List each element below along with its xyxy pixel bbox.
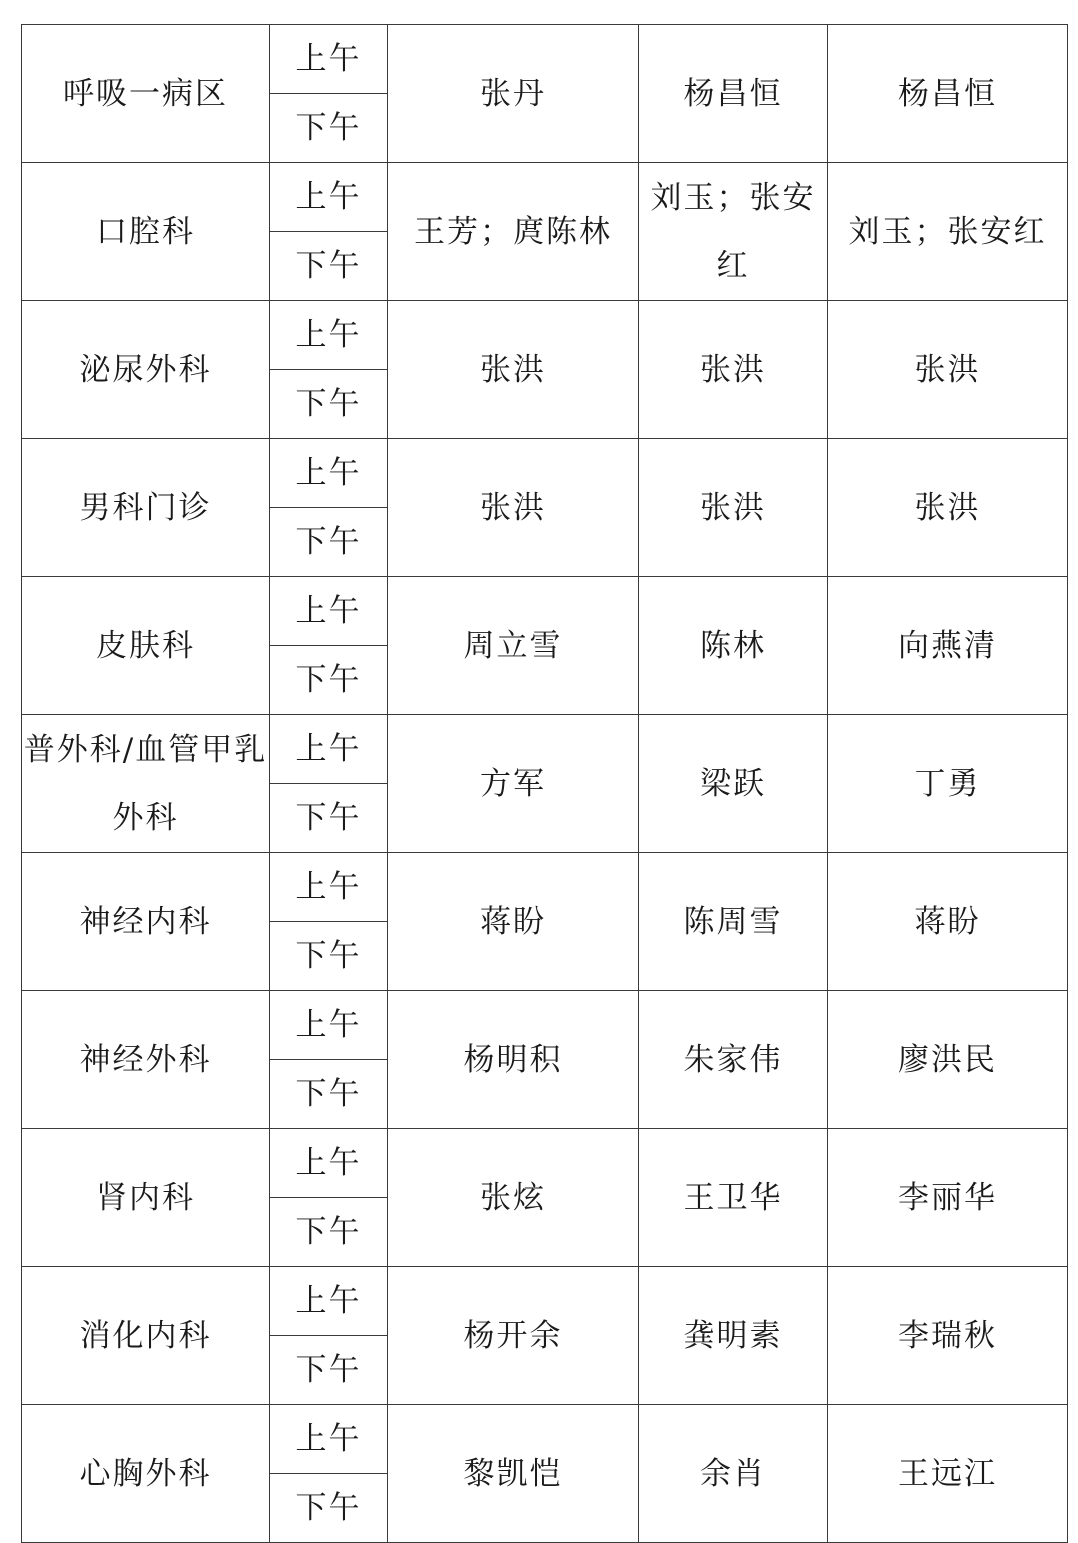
doctor-cell-2: 王卫华 — [639, 1129, 828, 1267]
doctor-cell-2: 余肖 — [639, 1405, 828, 1543]
doctor-cell-2: 陈周雪 — [639, 853, 828, 991]
period-am-cell: 上午 — [270, 1267, 388, 1336]
doctor-cell-3: 廖洪民 — [828, 991, 1068, 1129]
department-cell: 男科门诊 — [22, 439, 270, 577]
doctor-cell-1: 杨明积 — [388, 991, 639, 1129]
period-pm-cell: 下午 — [270, 646, 388, 715]
period-pm-cell: 下午 — [270, 508, 388, 577]
table-row — [22, 991, 1068, 1060]
doctor-cell-3: 张洪 — [828, 301, 1068, 439]
period-am-cell: 上午 — [270, 1405, 388, 1474]
department-cell: 口腔科 — [22, 163, 270, 301]
department-cell: 泌尿外科 — [22, 301, 270, 439]
table-row — [22, 1267, 1068, 1336]
doctor-cell-3: 刘玉；张安红 — [828, 163, 1068, 301]
period-am-cell: 上午 — [270, 301, 388, 370]
duty-schedule-table — [21, 24, 1068, 1543]
period-pm-cell: 下午 — [270, 1336, 388, 1405]
department-cell: 呼吸一病区 — [22, 25, 270, 163]
period-am-cell: 上午 — [270, 439, 388, 508]
table-row — [22, 1129, 1068, 1198]
doctor-cell-2: 龚明素 — [639, 1267, 828, 1405]
period-am-cell: 上午 — [270, 1129, 388, 1198]
doctor-cell-3: 杨昌恒 — [828, 25, 1068, 163]
doctor-cell-1: 蒋盼 — [388, 853, 639, 991]
doctor-cell-3: 李丽华 — [828, 1129, 1068, 1267]
period-pm-cell: 下午 — [270, 232, 388, 301]
doctor-cell-1: 张洪 — [388, 439, 639, 577]
doctor-cell-1: 张丹 — [388, 25, 639, 163]
department-cell: 普外科/血管甲乳外科 — [22, 715, 270, 853]
period-am-cell: 上午 — [270, 163, 388, 232]
department-cell: 消化内科 — [22, 1267, 270, 1405]
period-pm-cell: 下午 — [270, 922, 388, 991]
doctor-cell-1: 周立雪 — [388, 577, 639, 715]
doctor-cell-3: 蒋盼 — [828, 853, 1068, 991]
department-cell: 神经外科 — [22, 991, 270, 1129]
department-cell: 肾内科 — [22, 1129, 270, 1267]
table-row — [22, 577, 1068, 646]
doctor-cell-3: 李瑞秋 — [828, 1267, 1068, 1405]
doctor-cell-3: 王远江 — [828, 1405, 1068, 1543]
doctor-cell-2: 陈林 — [639, 577, 828, 715]
period-pm-cell: 下午 — [270, 1060, 388, 1129]
table-row — [22, 301, 1068, 370]
table-row — [22, 853, 1068, 922]
period-am-cell: 上午 — [270, 991, 388, 1060]
period-pm-cell: 下午 — [270, 370, 388, 439]
doctor-cell-2: 刘玉；张安红 — [639, 163, 828, 301]
period-pm-cell: 下午 — [270, 1474, 388, 1543]
doctor-cell-3: 向燕清 — [828, 577, 1068, 715]
period-pm-cell: 下午 — [270, 94, 388, 163]
doctor-cell-1: 张炫 — [388, 1129, 639, 1267]
table-row — [22, 1405, 1068, 1474]
doctor-cell-1: 杨开余 — [388, 1267, 639, 1405]
doctor-cell-2: 朱家伟 — [639, 991, 828, 1129]
period-am-cell: 上午 — [270, 853, 388, 922]
period-pm-cell: 下午 — [270, 784, 388, 853]
doctor-cell-2: 梁跃 — [639, 715, 828, 853]
department-cell: 神经内科 — [22, 853, 270, 991]
department-cell: 皮肤科 — [22, 577, 270, 715]
table-row — [22, 715, 1068, 784]
department-cell: 心胸外科 — [22, 1405, 270, 1543]
table-row — [22, 25, 1068, 94]
doctor-cell-2: 杨昌恒 — [639, 25, 828, 163]
period-am-cell: 上午 — [270, 577, 388, 646]
doctor-cell-3: 张洪 — [828, 439, 1068, 577]
doctor-cell-2: 张洪 — [639, 439, 828, 577]
doctor-cell-1: 王芳；庹陈林 — [388, 163, 639, 301]
doctor-cell-1: 张洪 — [388, 301, 639, 439]
period-pm-cell: 下午 — [270, 1198, 388, 1267]
doctor-cell-1: 黎凯恺 — [388, 1405, 639, 1543]
table-row — [22, 163, 1068, 232]
table-row — [22, 439, 1068, 508]
doctor-cell-1: 方军 — [388, 715, 639, 853]
doctor-cell-2: 张洪 — [639, 301, 828, 439]
period-am-cell: 上午 — [270, 715, 388, 784]
doctor-cell-3: 丁勇 — [828, 715, 1068, 853]
period-am-cell: 上午 — [270, 25, 388, 94]
